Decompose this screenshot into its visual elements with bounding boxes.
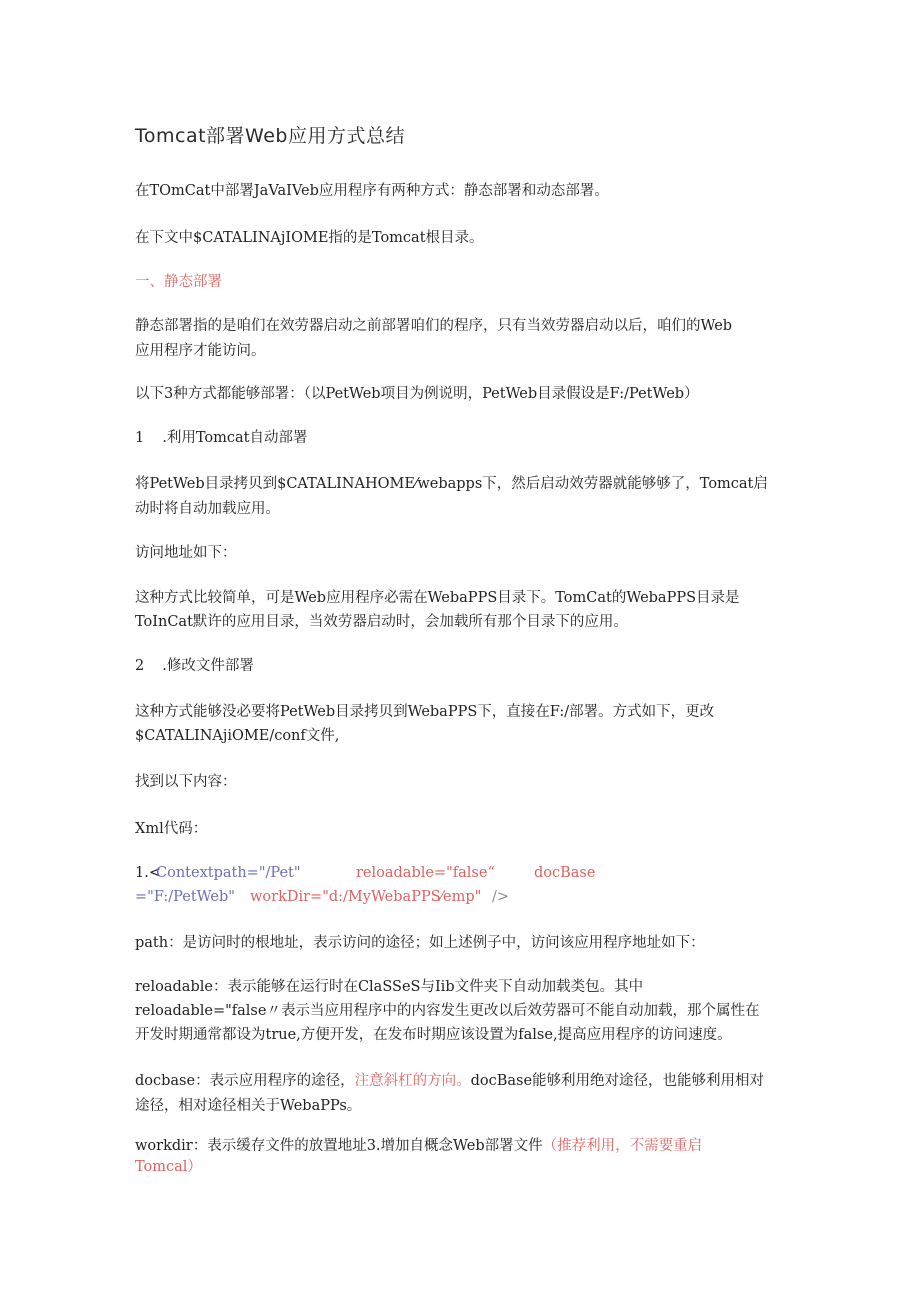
item1-number: 1 [135,430,145,446]
code-close-tag: /> [492,889,510,905]
code-reloadable: reloadable="false“ [356,865,495,881]
access-address-label: 访问地址如下： [135,545,237,561]
xml-code-label: Xml代码： [135,821,208,837]
simple-desc-line-1: 这种方式比较简单，可是Web应用程序必需在WebaPPS目录下。TomCat的WebaPPS目录是 [135,590,740,606]
workdir-desc-line-2: Tomcal） [135,1159,202,1175]
item2-desc-line-1: 这种方式能够没必要将PetWeb目录拷贝到WebaPPS下，直接在F:/部署。方式如下，更改 [135,704,715,720]
code-workdir: workDir="d:/MyWebaPPS⁄emp" [250,889,482,905]
docbase-desc-after: docBase能够利用绝对途径，也能够利用相对 [470,1073,765,1089]
code-context-path: Contextpath="/Pet" [156,865,301,881]
item2-heading [135,656,254,676]
section-heading-static-deploy: 一、静态部署 [135,274,222,290]
three-ways-paragraph: 以下3种方式都能够部署：（以PetWeb项目为例说明，PetWeb目录假设是F:/PetWeb） [135,386,699,402]
simple-desc-line-2: ToInCat默许的应用目录，当效劳器启动时，会加载所有那个目录下的应用。 [135,614,628,630]
reloadable-desc-line-2: reloadable="false〃表示当应用程序中的内容发生更改以后效劳器可不能自动加载，那个属性在 [135,1003,760,1019]
docbase-desc-line-1 [135,1071,764,1091]
code-docbase: docBase [534,865,596,881]
item1-heading [135,428,307,448]
item1-label: .利用Tomcat自动部署 [162,430,308,446]
workdir-desc-highlight: （推荐利用，不需要重启 [542,1138,703,1154]
item2-label: .修改文件部署 [162,658,254,674]
docbase-desc-highlight: 注意斜杠的方向。 [354,1073,471,1089]
intro-paragraph: 在TOmCat中部署JaVaIVeb应用程序有两种方式：静态部署和动态部署。 [135,183,609,199]
catalina-note: 在下文中$CATALINAjIOME指的是Tomcat根目录。 [135,230,484,246]
static-desc-line-1: 静态部署指的是咱们在效劳器启动之前部署咱们的程序，只有当效劳器启动以后，咱们的Web [135,318,733,334]
find-content-label: 找到以下内容： [135,774,237,790]
item1-desc-line-2: 动时将自动加载应用。 [135,501,280,517]
item2-desc-line-2: $CATALINAjiOME/conf文件, [135,728,340,744]
reloadable-desc-line-3: 开发时期通常都设为true,方便开发，在发布时期应该设置为false,提高应用程序的访问速度。 [135,1027,732,1043]
reloadable-desc-line-1: reloadable：表示能够在运行时在ClaSSeS与Iib文件夹下自动加载类包。其中 [135,979,644,995]
document-title: Tomcat部署Web应用方式总结 [135,125,405,147]
docbase-desc-line-2: 途径，相对途径相关于WebaPPs。 [135,1098,362,1114]
path-desc: path：是访问时的根地址，表示访问的途径；如上述例子中，访问该应用程序地址如下： [135,935,705,951]
code-docbase-value: ="F:/PetWeb" [135,889,235,905]
docbase-desc-before: docbase：表示应用程序的途径， [135,1073,355,1089]
item1-desc-line-1: 将PetWeb目录拷贝到$CATALINAHOME⁄webapps下，然后启动效劳器就能够够了，Tomcat启 [135,476,768,492]
static-desc-line-2: 应用程序才能访问。 [135,343,266,359]
item2-number: 2 [135,658,145,674]
workdir-desc-before: workdir：表示缓存文件的放置地址3.增加自概念Web部署文件 [135,1138,543,1154]
workdir-desc-line-1 [135,1136,702,1156]
code-prefix: 1.< [135,865,161,881]
